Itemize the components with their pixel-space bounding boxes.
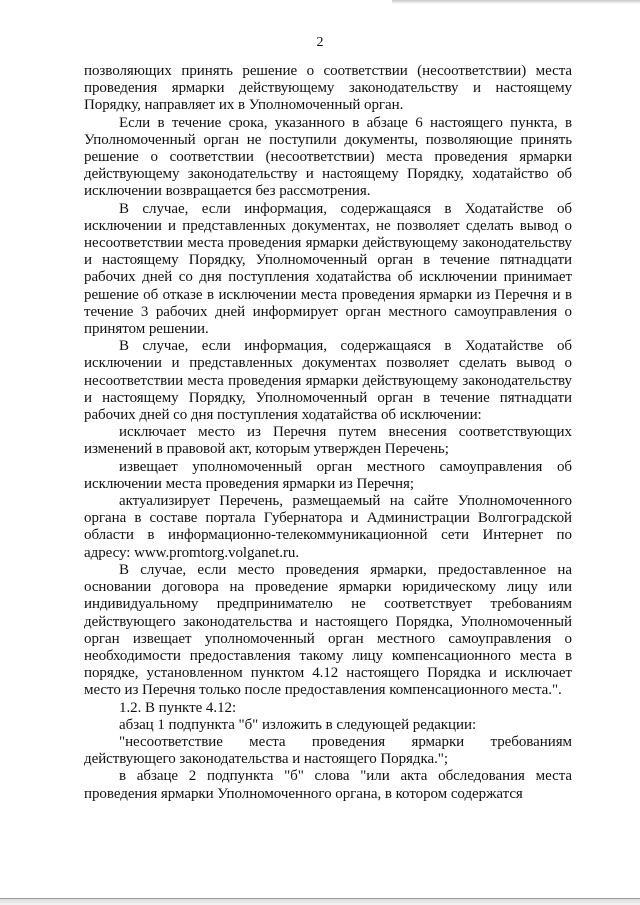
- paragraph-updates-list: актуализирует Перечень, размещаемый на сайте Уполномоченного органа в составе портала Губернатора и Администрации Волгоградской области в информационно-телекоммуникационной сети Интернет по адресу: www.promtorg.volganet.ru.: [84, 493, 572, 561]
- paragraph-amend-subclause-b-2: в абзаце 2 подпункта "б" слова "или акта обследования места проведения ярмарки Уполномоченного органа, в котором содержатся: [84, 768, 572, 802]
- paragraph-nonconformity-case: В случае, если информация, содержащаяся в Ходатайстве об исключении и представленных документах позволяет сделать вывод о несоответствии места проведения ярмарки действующему законодательству и настоящему Порядку, Уполномоченный орган в течение пятнадцати рабочих дней со дня поступления ходатайства об исключении:: [84, 338, 572, 424]
- paragraph-amend-subclause-b-1: абзац 1 подпункта "б" изложить в следующей редакции:: [119, 716, 477, 733]
- paragraph-return-without-review: Если в течение срока, указанного в абзаце 6 настоящего пункта, в Уполномоченный орган не поступили документы, позволяющие принять решение о соответствии (несоответствии) места проведения ярмарки действующему законодательству и настоящему Порядку, ходатайство об исключении возвращается без рассмотрения.: [84, 114, 572, 200]
- paragraph-excludes-place: исключает место из Перечня путем внесения соответствующих изменений в правовой акт, которым утвержден Перечень;: [84, 424, 572, 458]
- paragraph-clause-1-2: 1.2. В пункте 4.12:: [119, 699, 237, 716]
- paragraph-compensation-place: В случае, если место проведения ярмарки, предоставленное на основании договора на проведение ярмарки юридическому лицу или индивидуальному предпринимателю не соответствует требованиям действующего законодательства и настоящего Порядка, Уполномоченный орган извещает уполномоченный орган местного самоуправления о необходимости предоставления такому лицу компенсационного места в порядке, установленном пунктом 4.12 настоящего Порядка и исключает место из Перечня только после предоставления компенсационного места.".: [84, 561, 572, 699]
- page-number: 2: [316, 35, 324, 50]
- scan-edge-top: [392, 0, 640, 4]
- paragraph-quoted-wording: "несоответствие места проведения ярмарки требованиям действующего законодательства и настоящего Порядка.";: [84, 733, 572, 768]
- paragraph-notifies-authority: извещает уполномоченный орган местного самоуправления об исключении места проведения ярмарки из Перечня;: [84, 458, 572, 492]
- scan-edge-bottom: [0, 898, 640, 905]
- paragraph-refusal-decision: В случае, если информация, содержащаяся в Ходатайстве об исключении и представленных документах, не позволяет сделать вывод о несоответствии места проведения ярмарки действующему законодательству и настоящему Порядку, Уполномоченный орган в течение пятнадцати рабочих дней со дня поступления ходатайства об исключении принимает решение об отказе в исключении места проведения ярмарки из Перечня и в течение 3 рабочих дней информирует орган местного самоуправления о принятом решении.: [84, 200, 572, 338]
- document-body: [84, 63, 572, 803]
- paragraph-continuation: позволяющих принять решение о соответствии (несоответствии) места проведения ярмарки действующему законодательству и настоящему Порядку, направляет их в Уполномоченный орган.: [84, 63, 572, 114]
